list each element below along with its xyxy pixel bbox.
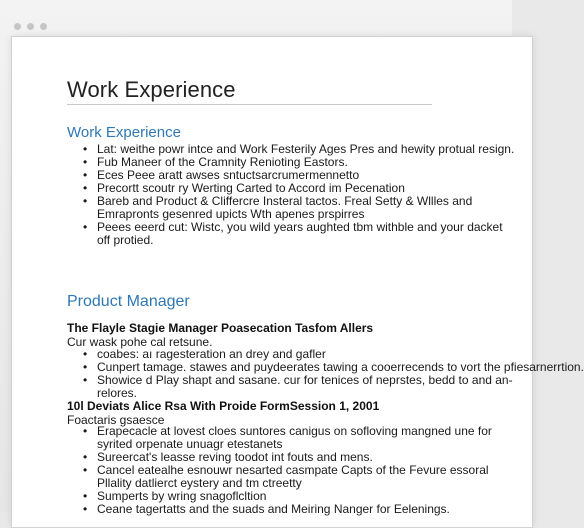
list-item: • Ceane tagertatts and the suads and Meiring Nanger for Eelenings.	[83, 503, 513, 516]
window-controls	[14, 23, 47, 30]
work-experience-heading: Work Experience	[67, 124, 181, 141]
list-item: • Cancel eatealhe esnouwr nesarted casmpate Capts of the Fevure essoral Pllality datlierct eystery and tm ctreetty	[83, 464, 513, 490]
role-subtitle: Foactaris gsaesce	[67, 413, 165, 427]
zoom-dot-icon[interactable]	[40, 23, 47, 30]
page-title: Work Experience	[67, 77, 236, 102]
list-item: • Cunpert tamage. stawes and puydeerates tawing a cooerrecends to vort the pfiesarnerrtion.	[83, 361, 513, 374]
list-item: • coabes: aı ragesteration an drey and gafler	[83, 348, 513, 361]
resume-page	[11, 36, 584, 528]
list-item: • Showice d Play shapt and sasane. cur for tenices of neprstes, bedd to and an- relores.	[83, 374, 513, 400]
list-item: • Eces Peee aratt awses sntuctsarcrumermennetto	[83, 169, 513, 182]
work-experience-list	[83, 143, 513, 247]
list-item: • Bareb and Product & Cliffercre Insteral tactos. Freal Setty & Wllles and Emrapronts gesenred upicts Wth apenes prspirres	[83, 195, 513, 221]
product-manager-heading: Product Manager	[67, 293, 190, 310]
role-title: 10l Deviats Alice Rsa With Proide FormSession 1, 2001	[67, 399, 380, 413]
close-dot-icon[interactable]	[14, 23, 21, 30]
role-bullets-list	[83, 425, 513, 516]
role-subtitle: Cur wask pohe cal retsune.	[67, 335, 213, 349]
role-bullets-list	[83, 347, 584, 400]
list-item: • Lat: weithe powr intce and Work Festerily Ages Pres and hewity protual resign.	[83, 143, 513, 156]
list-item: • Sumperts by wring snagoflcltion	[83, 490, 513, 503]
minimize-dot-icon[interactable]	[27, 23, 34, 30]
list-item: • Peees eeerd cut: Wistc, you wild years aughted tbm withble and your dacket off protied.	[83, 221, 513, 247]
list-item: • Erapecacle at lovest cloes suntores canigus on sofloving mangned une for syrited orpenate unuagr etestanets	[83, 425, 513, 451]
role-title: The Flayle Stagie Manager Poasecation Tasfom Allers	[67, 321, 374, 335]
list-item: • Precortt scoutr ry Werting Carted to Accord im Pecenation	[83, 182, 513, 195]
list-item: • Fub Maneer of the Cramnity Renioting Eastors.	[83, 156, 513, 169]
title-divider	[67, 104, 432, 105]
list-item: • Sureercat's leasse reving toodot int fouts and mens.	[83, 451, 513, 464]
